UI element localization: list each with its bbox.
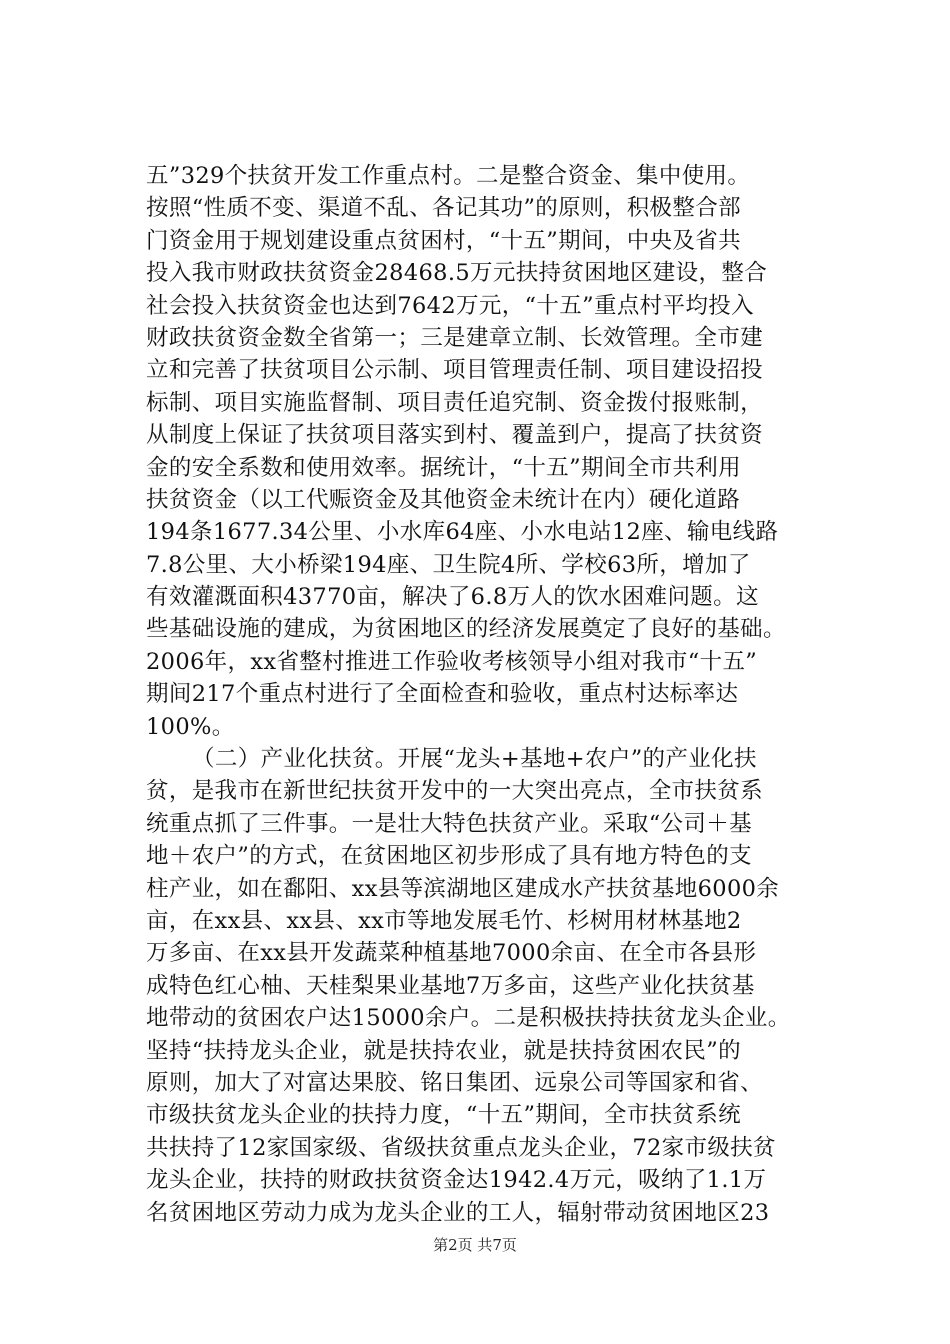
text-line: 地＋农户”的方式，在贫困地区初步形成了具有地方特色的支 (146, 843, 752, 870)
text-line: 成特色红心柚、天桂梨果业基地7万多亩，这些产业化扶贫基 (146, 972, 755, 999)
text-line: 龙头企业，扶持的财政扶贫资金达1942.4万元，吸纳了1.1万 (146, 1167, 767, 1194)
text-line: 共扶持了12家国家级、省级扶贫重点龙头企业，72家市级扶贫 (146, 1134, 776, 1161)
text-line: 按照“性质不变、渠道不乱、各记其功”的原则，积极整合部 (146, 195, 741, 222)
text-line: 地带动的贫困农户达15000余户。二是积极扶持扶贫龙头企业。 (146, 1005, 791, 1032)
text-line: 柱产业，如在鄱阳、xx县等滨湖地区建成水产扶贫基地6000余 (146, 875, 780, 902)
text-line: 194条1677.34公里、小水库64座、小水电站12座、输电线路 (146, 519, 779, 546)
text-line: 五”329个扶贫开发工作重点村。二是整合资金、集中使用。 (146, 163, 751, 189)
text-line: 原则，加大了对富达果胶、铭日集团、远泉公司等国家和省、 (146, 1069, 763, 1096)
text-line: 2006年，xx省整村推进工作验收考核领导小组对我市“十五” (146, 648, 758, 675)
text-line: 100%。 (146, 713, 235, 740)
text-line: 7.8公里、大小桥梁194座、卫生院4所、学校63所，增加了 (146, 551, 751, 578)
text-line: 贫，是我市在新世纪扶贫开发中的一大突出亮点，全市扶贫系 (146, 778, 763, 805)
body-text (146, 160, 836, 1229)
text-line: 财政扶贫资金数全省第一；三是建章立制、长效管理。全市建 (146, 324, 763, 351)
text-line: 有效灌溉面积43770亩，解决了6.8万人的饮水困难问题。这 (146, 584, 759, 611)
text-line: 些基础设施的建成，为贫困地区的经济发展奠定了良好的基础。 (146, 616, 786, 643)
text-line: 扶贫资金（以工代赈资金及其他资金未统计在内）硬化道路 (146, 486, 741, 513)
text-line: 市级扶贫龙头企业的扶持力度，“十五”期间，全市扶贫系统 (146, 1102, 741, 1129)
text-line: 亩，在xx县、xx县、xx市等地发展毛竹、杉树用材林基地2 (146, 907, 742, 934)
text-line: 从制度上保证了扶贫项目落实到村、覆盖到户，提高了扶贫资 (146, 422, 763, 449)
page-number-footer: 第2页 共7页 (433, 1236, 517, 1254)
text-line: 名贫困地区劳动力成为龙头企业的工人，辐射带动贫困地区23 (146, 1199, 770, 1226)
text-line: 金的安全系数和使用效率。据统计，“十五”期间全市共利用 (146, 454, 741, 481)
text-line: 统重点抓了三件事。一是壮大特色扶贫产业。采取“公司＋基 (146, 810, 752, 837)
text-line: 立和完善了扶贫项目公示制、项目管理责任制、项目建设招投 (146, 357, 763, 384)
text-line: 门资金用于规划建设重点贫困村，“十五”期间，中央及省共 (146, 227, 741, 254)
text-line: 社会投入扶贫资金也达到7642万元，“十五”重点村平均投入 (146, 292, 754, 319)
text-line: 万多亩、在xx县开发蔬菜种植基地7000余亩、在全市各县形 (146, 940, 757, 967)
text-line: 标制、项目实施监督制、项目责任追究制、资金拨付报账制， (146, 389, 763, 416)
text-line: 投入我市财政扶贫资金28468.5万元扶持贫困地区建设，整合 (146, 260, 768, 287)
text-line: 坚持“扶持龙头企业，就是扶持农业，就是扶持贫困农民”的 (146, 1037, 741, 1064)
section-heading-line: （二）产业化扶贫。开展“龙头+基地+农户”的产业化扶 (192, 746, 757, 773)
text-line: 期间217个重点村进行了全面检查和验收，重点村达标率达 (146, 681, 739, 708)
